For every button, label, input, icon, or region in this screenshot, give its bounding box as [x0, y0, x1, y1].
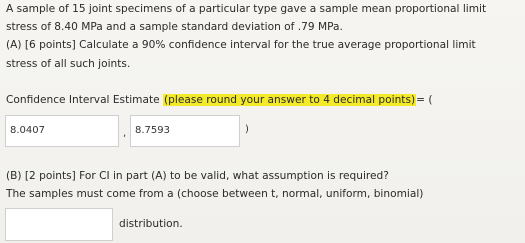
ci-lower-input[interactable]: 8.0407 [5, 115, 119, 147]
ci-label-prefix: Confidence Interval Estimate [6, 94, 164, 106]
ci-label-highlight: (please round your answer to 4 decimal points) [164, 94, 416, 106]
distribution-suffix: distribution. [119, 218, 183, 230]
part-b-question: (B) [2 points] For CI in part (A) to be valid, what assumption is required? [6, 170, 389, 182]
part-a-line-1: (A) [6 points] Calculate a 90% confidence interval for the true average proportional limit [6, 39, 476, 51]
ci-label [6, 94, 433, 107]
intro-line-2: stress of 8.40 MPa and a sample standard deviation of .79 MPa. [6, 21, 343, 33]
part-a-line-2: stress of all such joints. [6, 58, 131, 70]
ci-close-paren: ) [245, 124, 249, 135]
ci-comma: , [123, 128, 127, 139]
ci-label-suffix: = ( [416, 94, 433, 106]
distribution-input[interactable] [5, 208, 113, 241]
ci-upper-input[interactable]: 8.7593 [130, 115, 240, 147]
intro-line-1: A sample of 15 joint specimens of a particular type gave a sample mean proportional limit [6, 3, 487, 15]
part-b-instruction: The samples must come from a (choose between t, normal, uniform, binomial) [6, 188, 424, 200]
